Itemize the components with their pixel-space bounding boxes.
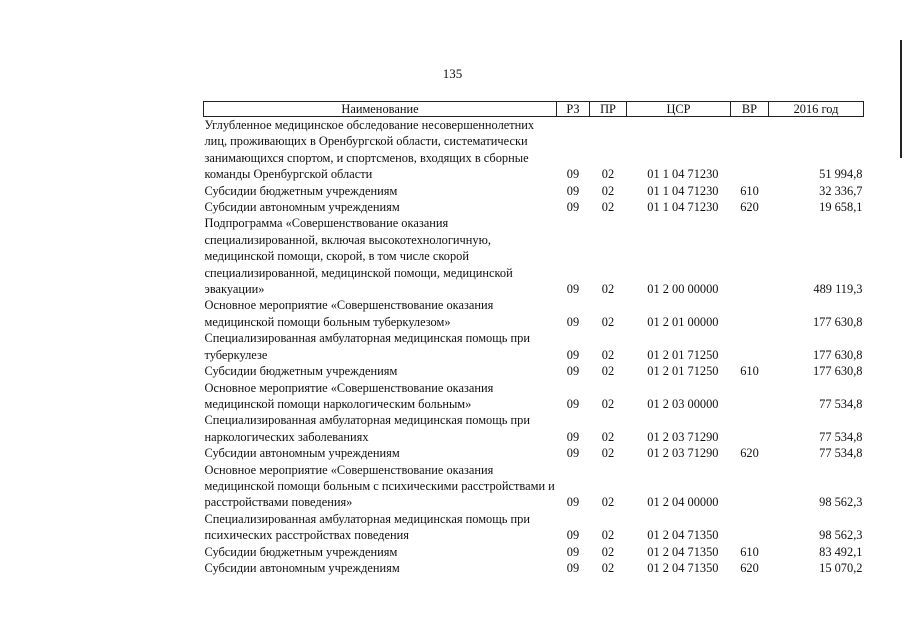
cell-pr: 02 <box>601 446 615 461</box>
cell-pr: 02 <box>601 282 615 297</box>
cell-pr: 02 <box>601 200 615 215</box>
cell-rz: 09 <box>566 183 580 198</box>
cell-csr: 01 1 04 71230 <box>647 183 719 198</box>
cell-csr: 01 2 04 71350 <box>647 528 719 543</box>
table-row <box>204 215 864 297</box>
cell-sum: 98 562,3 <box>819 528 863 543</box>
cell-rz: 09 <box>566 200 580 215</box>
cell-csr: 01 1 04 71230 <box>647 167 719 182</box>
cell-csr: 01 1 04 71230 <box>647 200 719 215</box>
cell-csr: 01 2 03 00000 <box>647 396 719 411</box>
cell-name: Углубленное медицинское обследование несовершеннолетних лиц, проживающих в Оренбургской области, систематически занимающихся спортом, и спортсменов, входящих в сборные команды Оренбургской области <box>204 118 535 182</box>
cell-rz: 09 <box>566 446 580 461</box>
cell-vr: 620 <box>740 200 759 215</box>
cell-csr: 01 2 03 71290 <box>647 429 719 444</box>
cell-csr: 01 2 04 71350 <box>647 560 719 575</box>
table-row <box>204 199 864 215</box>
cell-sum: 177 630,8 <box>812 364 863 379</box>
cell-name: Специализированная амбулаторная медицинская помощь при туберкулезе <box>204 331 531 362</box>
cell-name: Субсидии бюджетным учреждениям <box>204 544 398 559</box>
cell-pr: 02 <box>601 560 615 575</box>
cell-sum: 177 630,8 <box>812 314 863 329</box>
cell-name: Специализированная амбулаторная медицинская помощь при наркологических заболеваниях <box>204 413 531 444</box>
cell-csr: 01 2 01 00000 <box>647 314 719 329</box>
cell-vr <box>731 117 769 183</box>
cell-rz: 09 <box>566 544 580 559</box>
cell-vr: 610 <box>740 544 759 559</box>
page-number: 135 <box>442 66 463 81</box>
cell-sum: 19 658,1 <box>819 200 863 215</box>
cell-pr: 02 <box>601 183 615 198</box>
cell-pr: 02 <box>601 364 615 379</box>
cell-sum: 98 562,3 <box>819 495 863 510</box>
cell-sum: 32 336,7 <box>819 183 863 198</box>
cell-sum: 489 119,3 <box>813 282 863 297</box>
cell-vr: 620 <box>740 560 759 575</box>
cell-rz: 09 <box>566 528 580 543</box>
cell-pr: 02 <box>601 167 615 182</box>
cell-pr: 02 <box>601 347 615 362</box>
cell-name: Субсидии автономным учреждениям <box>204 446 400 461</box>
table-row <box>204 117 864 183</box>
cell-vr <box>731 412 769 445</box>
cell-name: Основное мероприятие «Совершенствование оказания медицинской помощи больным туберкулезом» <box>204 298 494 329</box>
table-row <box>204 330 864 363</box>
cell-pr: 02 <box>601 495 615 510</box>
cell-csr: 01 2 04 00000 <box>647 495 719 510</box>
cell-csr: 01 2 03 71290 <box>647 446 719 461</box>
cell-name: Подпрограмма «Совершенствование оказания специализированной, включая высокотехнологичную, медицинской помощи, скорой, в том числе скорой специализированной, медицинской помощи, медицинской эвакуации» <box>204 216 513 297</box>
cell-sum: 77 534,8 <box>819 446 863 461</box>
cell-rz: 09 <box>566 314 580 329</box>
table-row <box>204 560 864 576</box>
cell-name: Специализированная амбулаторная медицинская помощь при психических расстройствах поведения <box>204 511 531 543</box>
cell-sum: 51 994,8 <box>819 167 863 182</box>
table-row <box>204 445 864 461</box>
budget-table <box>203 101 864 576</box>
cell-sum: 77 534,8 <box>819 429 863 444</box>
cell-name: Основное мероприятие «Совершенствование оказания медицинской помощи наркологическим больным» <box>204 380 494 411</box>
header-csr: ЦСР <box>627 102 731 117</box>
cell-csr: 01 2 01 71250 <box>647 364 719 379</box>
cell-rz: 09 <box>566 364 580 379</box>
cell-name: Субсидии автономным учреждениям <box>204 560 400 575</box>
cell-pr: 02 <box>601 396 615 411</box>
cell-name: Субсидии бюджетным учреждениям <box>204 364 398 379</box>
header-pr: ПР <box>590 102 627 117</box>
table-row <box>204 297 864 330</box>
header-year: 2016 год <box>769 102 864 117</box>
table-row <box>204 363 864 379</box>
table-row <box>204 511 864 544</box>
cell-pr: 02 <box>601 314 615 329</box>
cell-name: Субсидии бюджетным учреждениям <box>204 183 398 198</box>
cell-csr: 01 2 00 00000 <box>647 282 719 297</box>
cell-vr <box>731 215 769 297</box>
table-row <box>204 380 864 413</box>
cell-name: Основное мероприятие «Совершенствование оказания медицинской помощи больным с психическими расстройствами и расстройствами поведения» <box>204 462 555 510</box>
cell-sum: 177 630,8 <box>812 347 863 362</box>
cell-sum: 83 492,1 <box>819 544 863 559</box>
cell-rz: 09 <box>566 282 580 297</box>
table-row <box>204 412 864 445</box>
cell-vr: 610 <box>740 183 759 198</box>
cell-rz: 09 <box>566 429 580 444</box>
cell-pr: 02 <box>601 528 615 543</box>
cell-vr <box>731 330 769 363</box>
cell-vr: 620 <box>740 446 759 461</box>
cell-rz: 09 <box>566 167 580 182</box>
cell-sum: 15 070,2 <box>819 560 863 575</box>
cell-csr: 01 2 04 71350 <box>647 544 719 559</box>
cell-csr: 01 2 01 71250 <box>647 347 719 362</box>
header-rz: РЗ <box>557 102 590 117</box>
cell-rz: 09 <box>566 347 580 362</box>
cell-rz: 09 <box>566 495 580 510</box>
cell-vr: 610 <box>740 364 759 379</box>
cell-pr: 02 <box>601 544 615 559</box>
cell-sum: 77 534,8 <box>819 396 863 411</box>
cell-vr <box>731 380 769 413</box>
cell-vr <box>731 511 769 544</box>
table-header-row <box>204 102 864 117</box>
cell-rz: 09 <box>566 396 580 411</box>
header-name: Наименование <box>204 102 557 117</box>
cell-pr: 02 <box>601 429 615 444</box>
cell-rz: 09 <box>566 560 580 575</box>
cell-name: Субсидии автономным учреждениям <box>204 200 400 215</box>
scan-edge-line <box>900 40 902 158</box>
table-row <box>204 462 864 511</box>
header-vr: ВР <box>731 102 769 117</box>
cell-vr <box>731 297 769 330</box>
table-row <box>204 183 864 199</box>
cell-vr <box>731 462 769 511</box>
table-row <box>204 544 864 560</box>
